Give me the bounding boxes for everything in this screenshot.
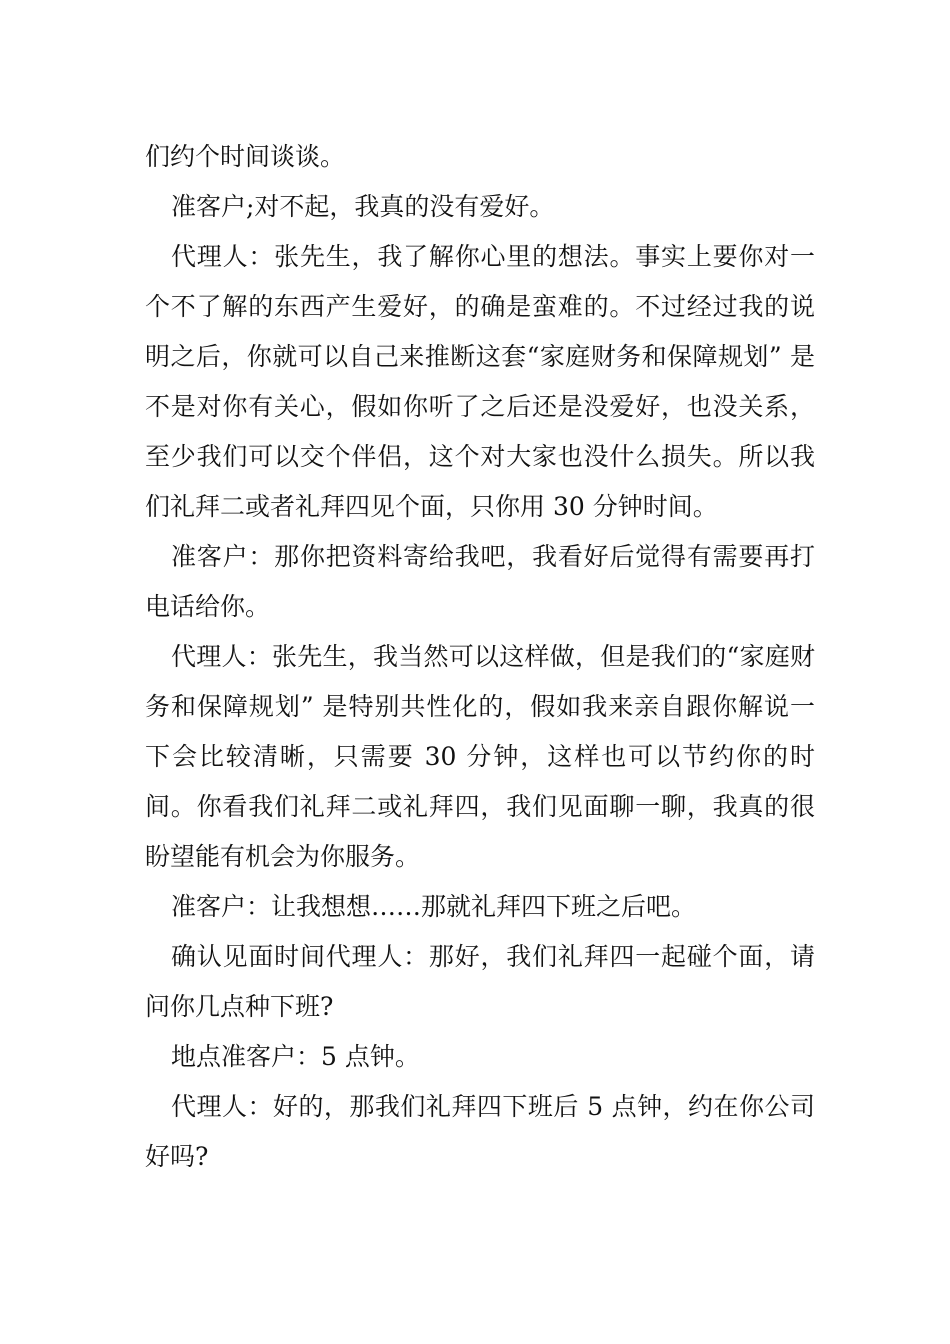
paragraph-client-no-interest: 准客户;对不起，我真的没有爱好。 xyxy=(171,192,555,221)
paragraph-client-send-materials: 准客户：那你把资料寄给我吧，我看好后觉得有需要再打电话给你。 xyxy=(145,542,815,621)
paragraph-agent-location: 代理人：好的，那我们礼拜四下班后 5 点钟，约在你公司好吗? xyxy=(145,1092,815,1171)
paragraph-agent-explanation: 代理人：张先生，我了解你心里的想法。事实上要你对一个不了解的东西产生爱好，的确是蛮难的。不过经过我的说明之后，你就可以自己来推断这套“家庭财务和保障规划” 是不是对你有关心，假如你听了之后还是没爱好，也没关系，至少我们可以交个伴侣，这个对大家也没什么损失。所以我们礼拜二或者礼拜四见个面，只你用 30 分钟时间。 xyxy=(145,242,815,521)
paragraph-agent-personalized: 代理人：张先生，我当然可以这样做，但是我们的“家庭财务和保障规划” 是特别共性化的，假如我来亲自跟你解说一下会比较清晰，只需要 30 分钟，这样也可以节约你的时间。你看我们礼拜二或礼拜四，我们见面聊一聊，我真的很盼望能有机会为你服务。 xyxy=(145,642,815,871)
document-body xyxy=(145,132,815,1182)
paragraph-location-client: 地点准客户：5 点钟。 xyxy=(171,1042,420,1071)
paragraph-continuation: 们约个时间谈谈。 xyxy=(145,142,346,171)
paragraph-confirm-time: 确认见面时间代理人：那好，我们礼拜四一起碰个面，请问你几点种下班? xyxy=(145,942,815,1021)
paragraph-client-agrees: 准客户：让我想想……那就礼拜四下班之后吧。 xyxy=(171,892,697,921)
